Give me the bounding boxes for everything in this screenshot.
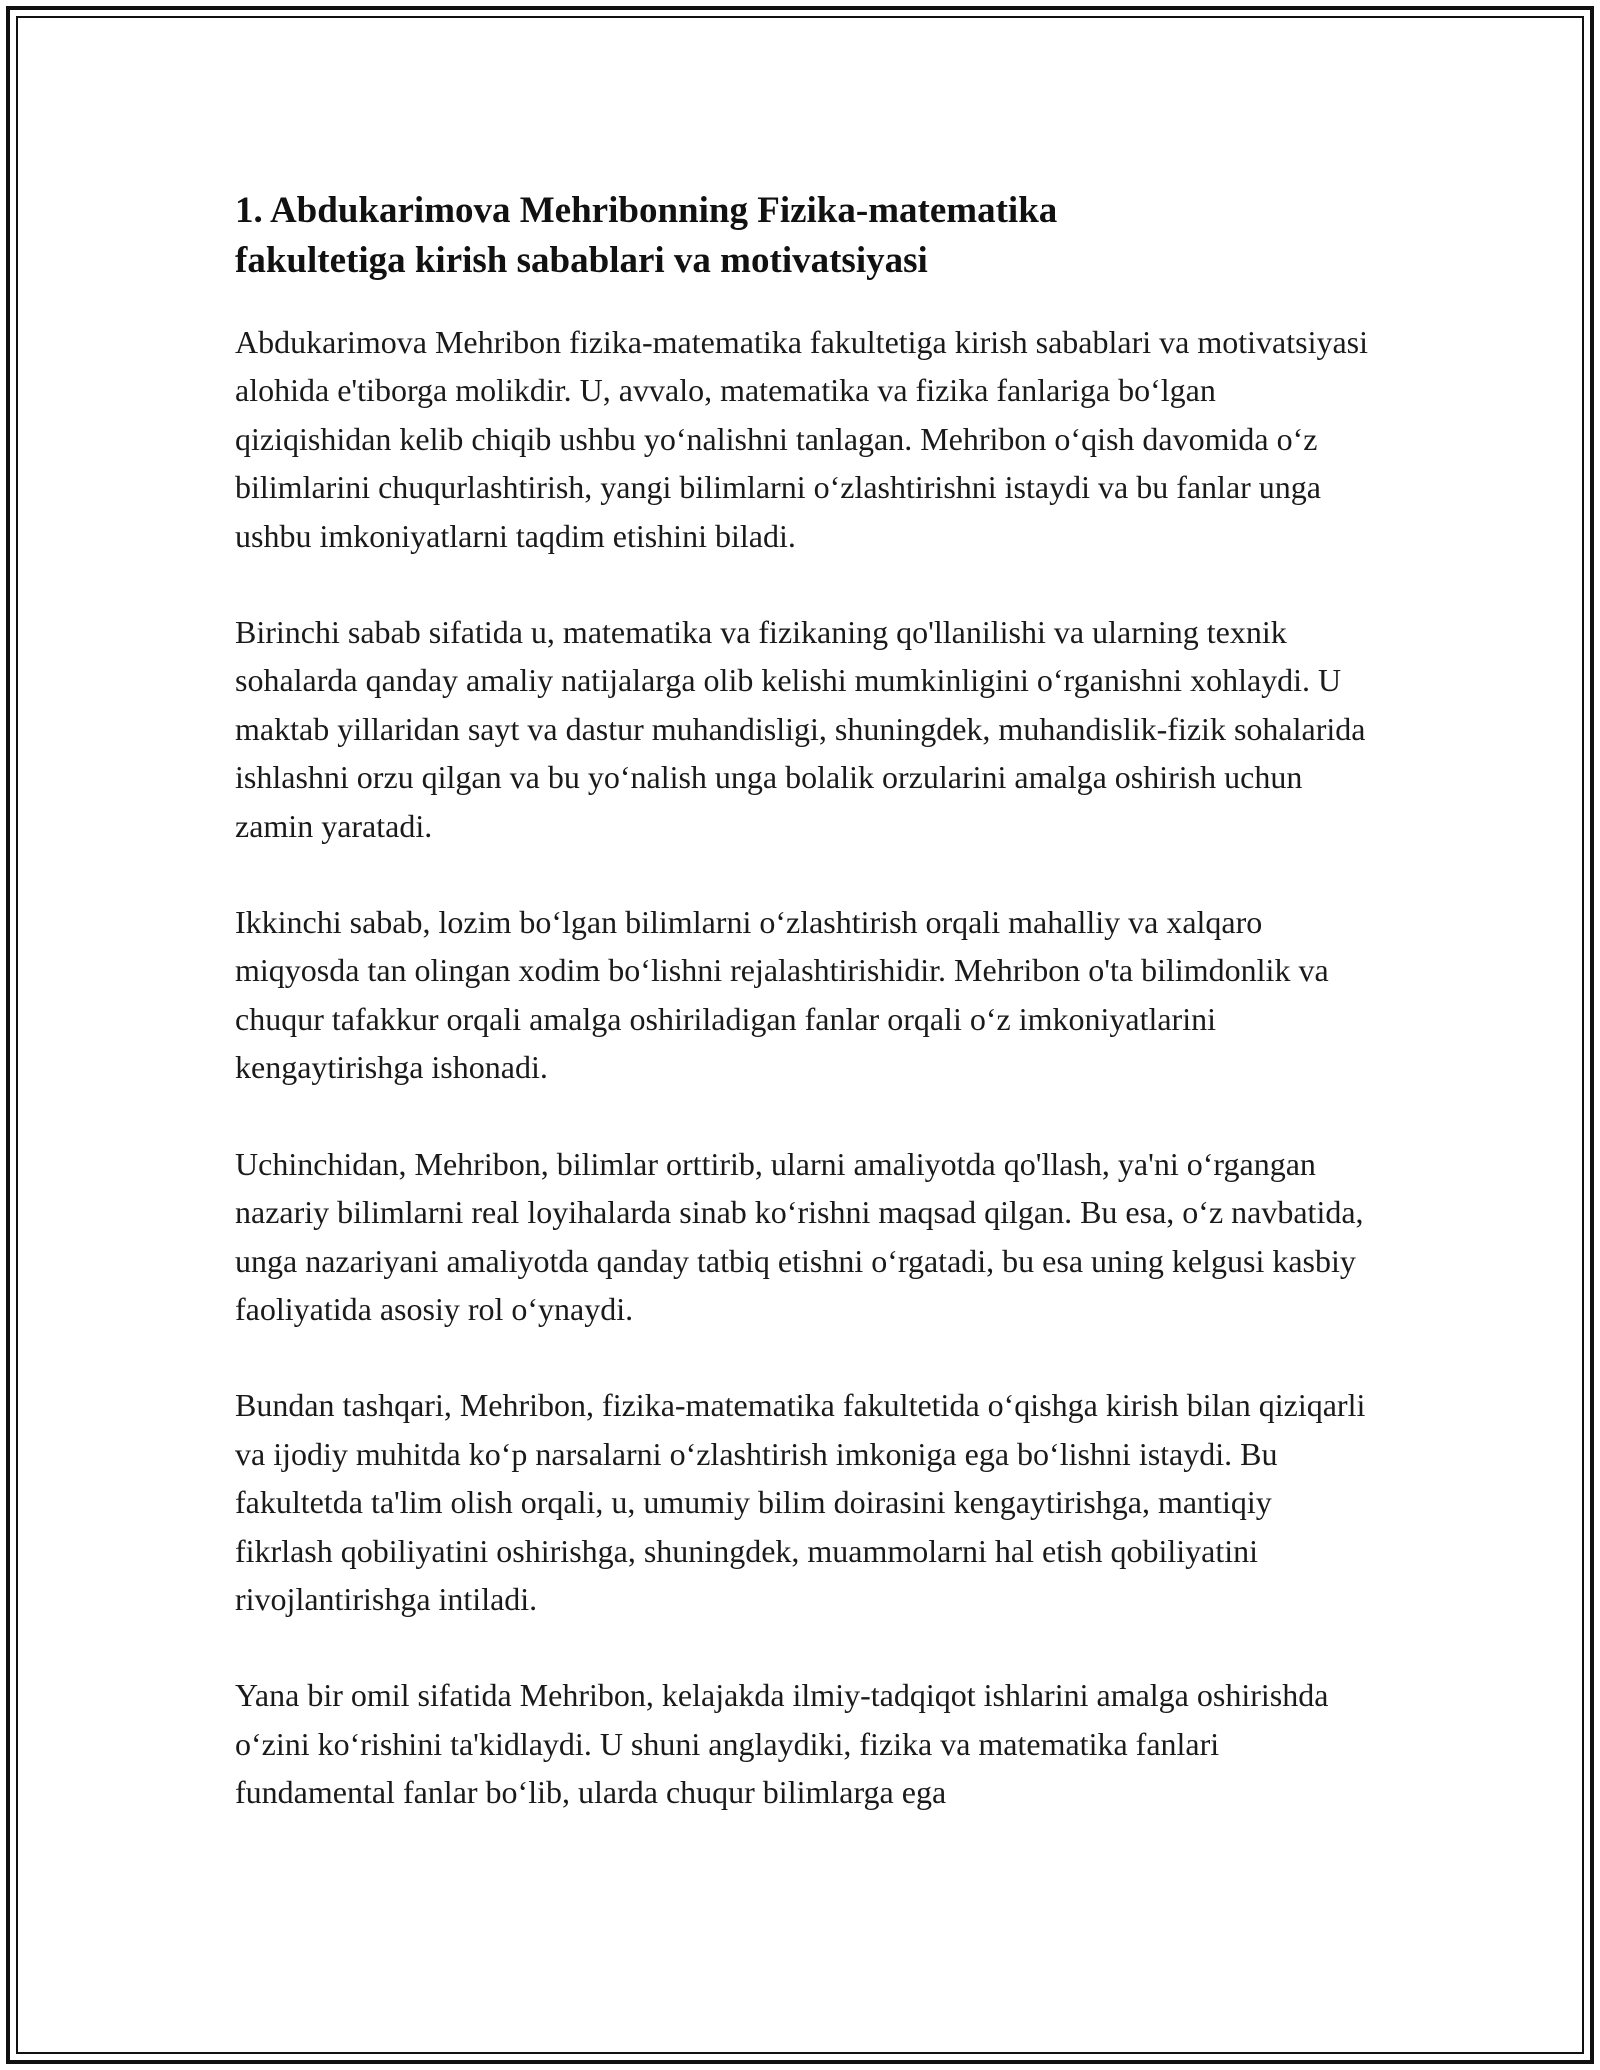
paragraph-4: Uchinchidan, Mehribon, bilimlar orttirib, ularni amaliyotda qo'llash, ya'ni o‘rgangan nazariy bilimlarni real loyihalarda sinab ko‘rishni maqsad qilgan. Bu esa, o‘z navbatida, unga nazariyani amaliyotda qanday tatbiq etishni o‘rgatadi, bu esa uning kelgusi kasbiy faoliyatida asosiy rol o‘ynaydi. bbox=[235, 1145, 1364, 1327]
heading-line-1: 1. Abdukarimova Mehribonning Fizika-matematika bbox=[235, 190, 1058, 231]
paragraph-2: Birinchi sabab sifatida u, matematika va fizikaning qo'llanilishi va ularning texnik sohalarda qanday amaliy natijalarga olib kelishi mumkinligini o‘rganishni xohlaydi. U maktab yillaridan sayt va dastur muhandisligi, shuningdek, muhandislik-fizik sohalarida ishlashni orzu qilgan va bu yo‘nalish unga bolalik orzularini amalga oshirish uchun zamin yaratadi. bbox=[235, 614, 1366, 844]
document-page bbox=[235, 186, 1375, 1817]
paragraph-3: Ikkinchi sabab, lozim bo‘lgan bilimlarni o‘zlashtirish orqali mahalliy va xalqaro miqyosda tan olingan xodim bo‘lishni rejalashtirishidir. Mehribon o'ta bilimdonlik va chuqur tafakkur orqali amalga oshiriladigan fanlar orqali o‘z imkoniyatlarini kengaytirishga ishonadi. bbox=[235, 904, 1329, 1086]
heading-line-2: fakultetiga kirish sabablari va motivatsiyasi bbox=[235, 240, 928, 281]
paragraph-5: Bundan tashqari, Mehribon, fizika-matematika fakultetida o‘qishga kirish bilan qiziqarli va ijodiy muhitda ko‘p narsalarni o‘zlashtirish imkoniga ega bo‘lishni istaydi. Bu fakultetda ta'lim olish orqali, u, umumiy bilim doirasini kengaytirishga, mantiqiy fikrlash qobiliyatini oshirishga, shuningdek, muammolarni hal etish qobiliyatini rivojlantirishga intiladi. bbox=[235, 1387, 1366, 1617]
paragraph-1: Abdukarimova Mehribon fizika-matematika fakultetiga kirish sabablari va motivatsiyasi alohida e'tiborga molikdir. U, avvalo, matematika va fizika fanlariga bo‘lgan qiziqishidan kelib chiqib ushbu yo‘nalishni tanlagan. Mehribon o‘qish davomida o‘z bilimlarini chuqurlashtirish, yangi bilimlarni o‘zlashtirishni istaydi va bu fanlar unga ushbu imkoniyatlarni taqdim etishini biladi. bbox=[235, 324, 1368, 554]
paragraph-6: Yana bir omil sifatida Mehribon, kelajakda ilmiy-tadqiqot ishlarini amalga oshirishda o‘zini ko‘rishini ta'kidlaydi. U shuni anglaydiki, fizika va matematika fanlari fundamental fanlar bo‘lib, ularda chuqur bilimlarga ega bbox=[235, 1677, 1329, 1811]
section-heading bbox=[235, 186, 1375, 286]
